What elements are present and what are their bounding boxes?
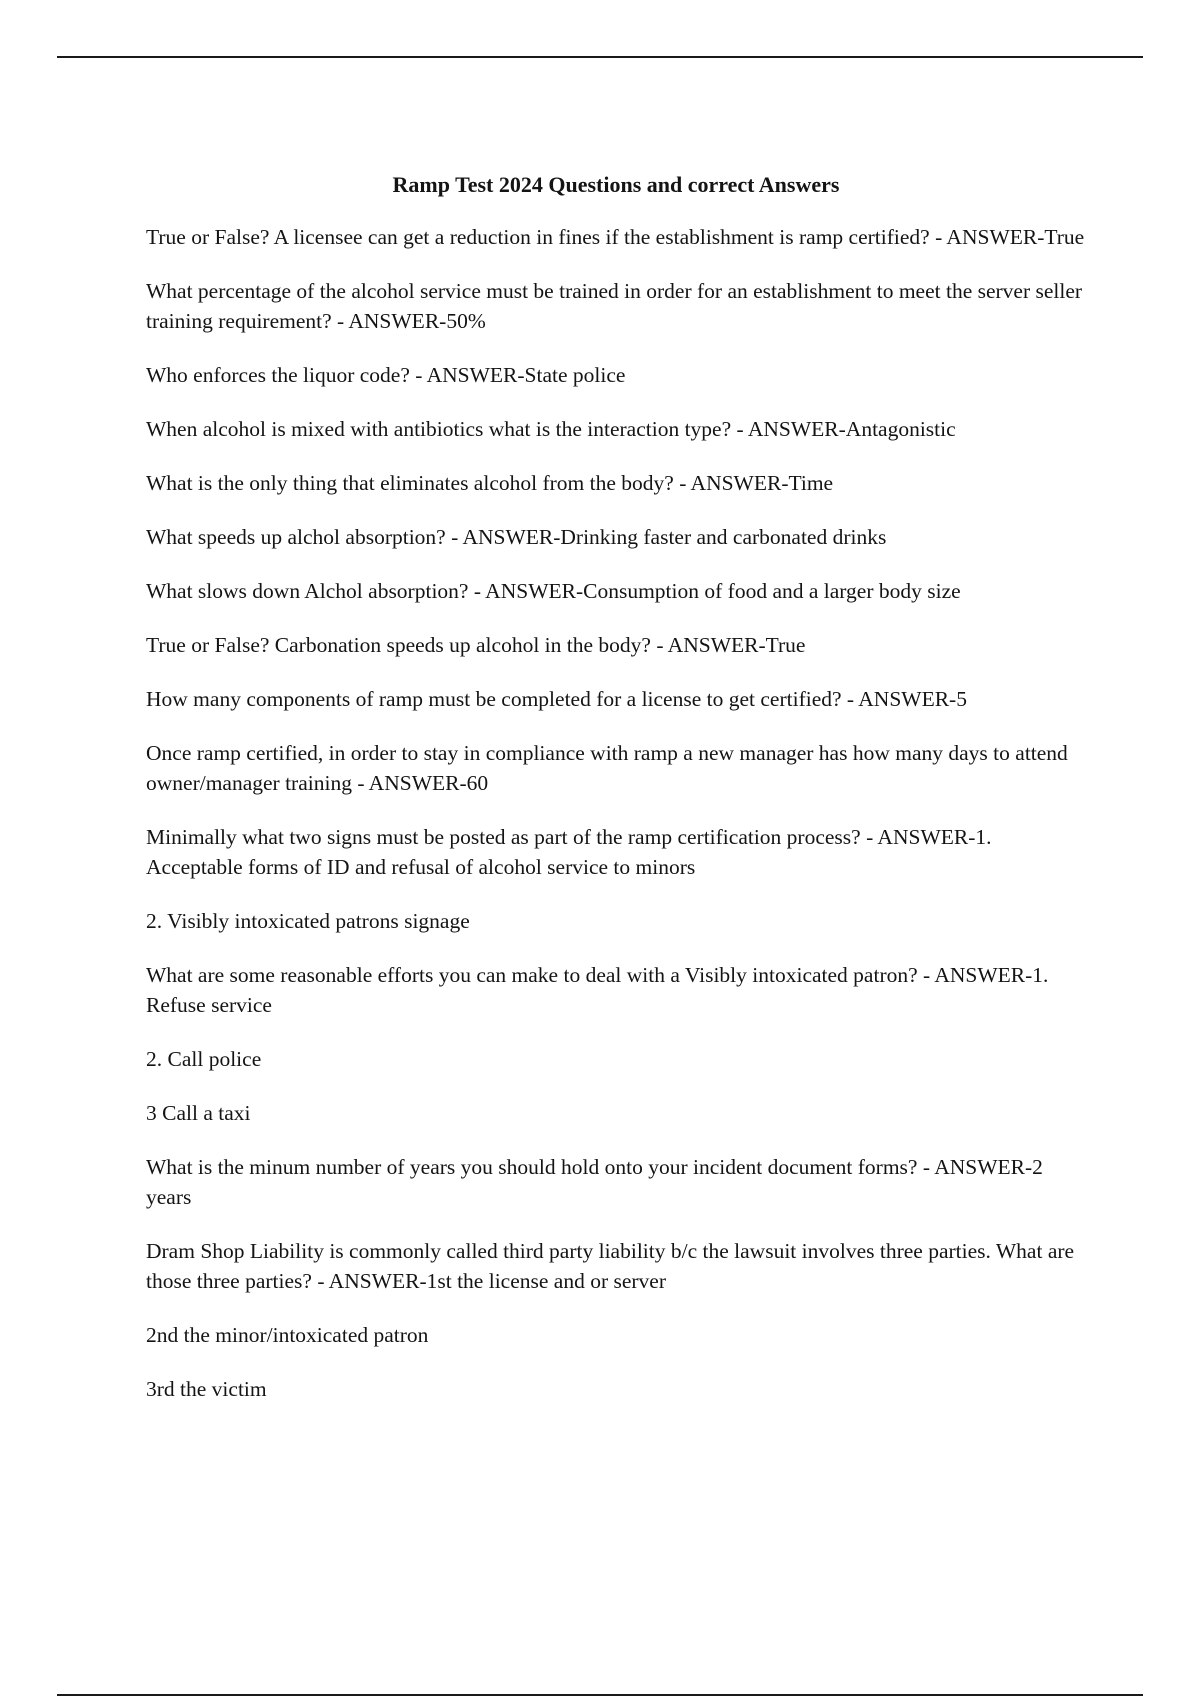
document-body xyxy=(146,170,1086,1428)
qa-paragraph: What slows down Alchol absorption? - ANSWER-Consumption of food and a larger body size xyxy=(146,579,961,603)
qa-paragraph: What are some reasonable efforts you can make to deal with a Visibly intoxicated patron? - ANSWER-1. Refuse service xyxy=(146,963,1049,1017)
qa-paragraph: Who enforces the liquor code? - ANSWER-State police xyxy=(146,363,626,387)
qa-paragraph: 2nd the minor/intoxicated patron xyxy=(146,1323,429,1347)
qa-paragraph: True or False? A licensee can get a reduction in fines if the establishment is ramp certified? - ANSWER-True xyxy=(146,225,1085,249)
qa-paragraph: 2. Visibly intoxicated patrons signage xyxy=(146,909,470,933)
qa-paragraph: Dram Shop Liability is commonly called third party liability b/c the lawsuit involves three parties. What are those three parties? - ANSWER-1st the license and or server xyxy=(146,1239,1075,1293)
paragraph-list xyxy=(146,222,1086,1404)
qa-paragraph: 3 Call a taxi xyxy=(146,1101,251,1125)
qa-paragraph: 2. Call police xyxy=(146,1047,262,1071)
qa-paragraph: What speeds up alchol absorption? - ANSWER-Drinking faster and carbonated drinks xyxy=(146,525,887,549)
qa-paragraph: When alcohol is mixed with antibiotics what is the interaction type? - ANSWER-Antagonistic xyxy=(146,417,956,441)
bottom-rule xyxy=(57,1694,1143,1696)
qa-paragraph: Once ramp certified, in order to stay in compliance with ramp a new manager has how many days to attend owner/manager training - ANSWER-60 xyxy=(146,741,1068,795)
document-title: Ramp Test 2024 Questions and correct Answers xyxy=(392,172,840,197)
qa-paragraph: 3rd the victim xyxy=(146,1377,267,1401)
qa-paragraph: What percentage of the alcohol service must be trained in order for an establishment to meet the server seller training requirement? - ANSWER-50% xyxy=(146,279,1083,333)
qa-paragraph: What is the minum number of years you should hold onto your incident document forms? - ANSWER-2 years xyxy=(146,1155,1043,1209)
qa-paragraph: True or False? Carbonation speeds up alcohol in the body? - ANSWER-True xyxy=(146,633,806,657)
qa-paragraph: How many components of ramp must be completed for a license to get certified? - ANSWER-5 xyxy=(146,687,967,711)
qa-paragraph: What is the only thing that eliminates alcohol from the body? - ANSWER-Time xyxy=(146,471,834,495)
qa-paragraph: Minimally what two signs must be posted as part of the ramp certification process? - ANSWER-1. Acceptable forms of ID and refusal of alcohol service to minors xyxy=(146,825,992,879)
top-rule xyxy=(57,56,1143,58)
